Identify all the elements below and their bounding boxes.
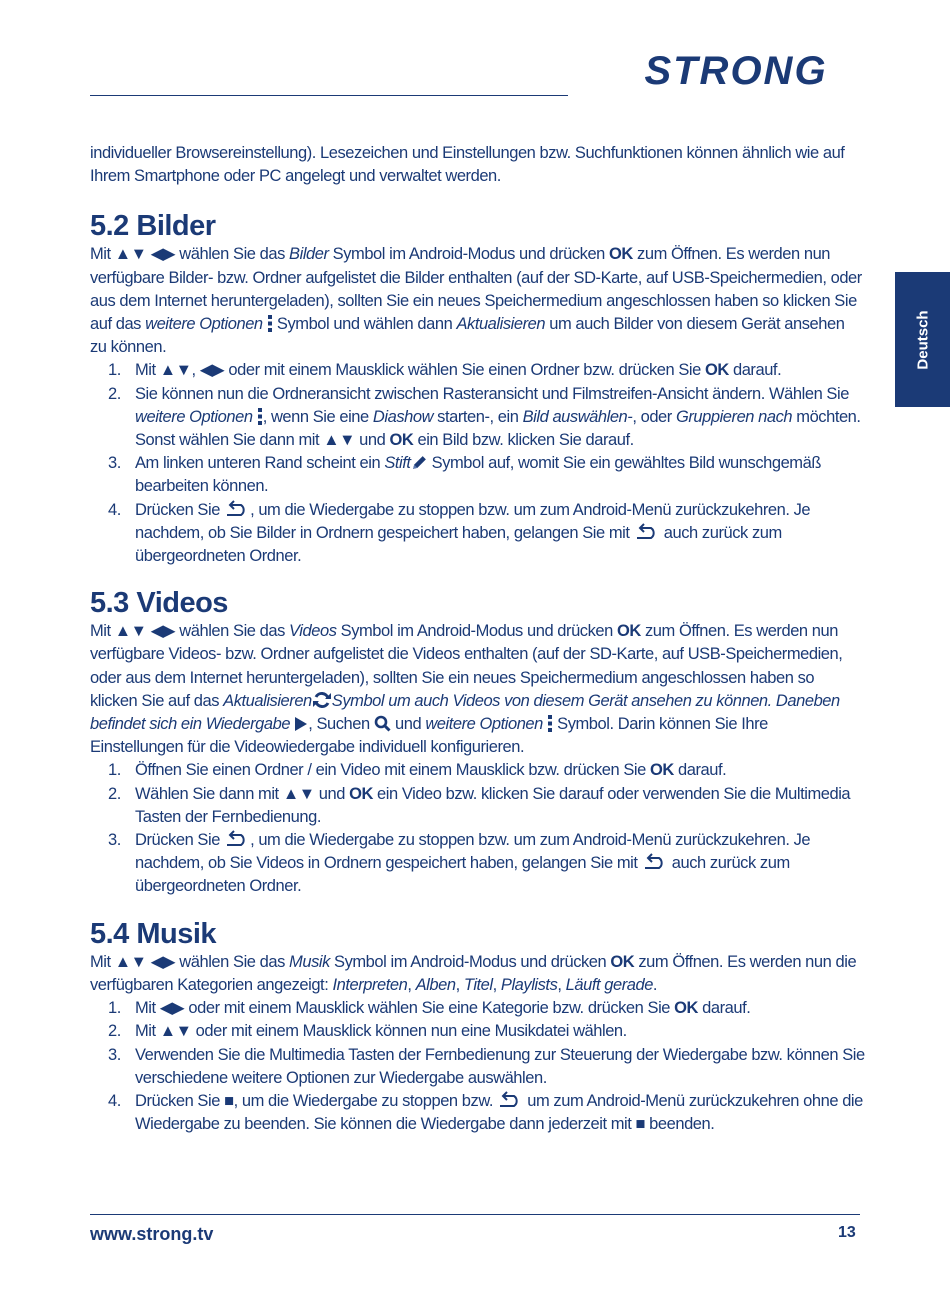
- videos-steps: [90, 759, 865, 898]
- refresh-icon: [312, 691, 332, 709]
- navigation-arrows-icon: ▲▼: [323, 431, 356, 450]
- back-icon: [642, 853, 668, 871]
- navigation-arrows-icon: ▲▼ ◀▶: [114, 245, 176, 264]
- page-number: 13: [838, 1224, 856, 1241]
- back-icon: [497, 1091, 523, 1109]
- svg-text:STRONG: STRONG: [644, 49, 828, 92]
- musik-intro: Mit ▲▼ ◀▶ wählen Sie das Musik Symbol im Android-Modus und drücken OK zum Öffnen. Es werden nun die verfügbaren Kategorien angezeigt: Interpreten, Alben, Titel, Playlists, Läuft gerade.: [90, 952, 857, 994]
- list-item: 2. Sie können nun die Ordneransicht zwischen Rasteransicht und Filmstreifen-Ansicht ändern. Wählen Sie weitere Optionen , wenn Sie eine Diashow starten-, ein Bild auswählen-, oder Gruppieren nach möchten. Sonst wählen Sie dann mit ▲▼ und OK ein Bild bzw. klicken Sie darauf.: [108, 384, 861, 450]
- list-item: 3. Verwenden Sie die Multimedia Tasten der Fernbedienung zur Steuerung der Wiedergabe bzw. können Sie verschiedene weitere Optionen zur Wiedergabe auswählen.: [108, 1045, 865, 1087]
- navigation-arrows-icon: ▲▼: [159, 1022, 192, 1041]
- search-icon: [374, 715, 391, 732]
- footer-url: www.strong.tv: [90, 1224, 214, 1244]
- pencil-icon: [411, 454, 428, 471]
- navigation-arrows-icon: ▲▼: [282, 784, 315, 803]
- language-tab-label: Deutsch: [914, 309, 931, 370]
- section-heading-musik: 5.4 Musik: [90, 917, 217, 950]
- footer-rule: [90, 1214, 860, 1215]
- stop-icon: ■: [635, 1115, 646, 1134]
- list-item: 2. Wählen Sie dann mit ▲▼ und OK ein Video bzw. klicken Sie darauf oder verwenden Sie die Multimedia Tasten der Fernbedienung.: [108, 784, 851, 826]
- bilder-intro: Mit ▲▼ ◀▶ wählen Sie das Bilder Symbol im Android-Modus und drücken OK zum Öffnen. Es werden nun verfügbare Bilder- bzw. Ordner aufgelistet die Bilder enthalten (auf der SD-Karte, auf USB-Speichermedien, oder aus dem Internet heruntergeladen), sollten Sie ein neues Speichermedium angeschlossen haben so klicken Sie auf das weitere Optionen Symbol und wählen dann Aktualisieren um auch Bilder von diesem Gerät ansehen zu können.: [90, 245, 862, 357]
- bilder-steps: [90, 359, 865, 568]
- section-heading-videos: 5.3 Videos: [90, 587, 228, 620]
- list-item: 1. Mit ◀▶ oder mit einem Mausklick wählen Sie eine Kategorie bzw. drücken Sie OK darauf.: [108, 999, 751, 1018]
- stop-icon: ■: [224, 1091, 234, 1110]
- language-tab: [895, 272, 950, 407]
- list-item: 3. Am linken unteren Rand scheint ein Stift Symbol auf, womit Sie ein gewähltes Bild wunschgemäß bearbeiten können.: [108, 454, 821, 496]
- navigation-arrows-icon: ▲▼, ◀▶: [159, 361, 225, 380]
- navigation-arrows-icon: ◀▶: [159, 999, 185, 1018]
- videos-intro: Mit ▲▼ ◀▶ wählen Sie das Videos Symbol im Android-Modus und drücken OK zum Öffnen. Es werden nun verfügbare Videos- bzw. Ordner aufgelistet die Videos enthalten (auf der SD-Karte, auf USB-Speichermedien, oder aus dem Internet heruntergeladen), sollten Sie ein neues Speichermedium angeschlossen haben so klicken Sie auf das Aktualisieren Symbol um auch Videos von diesem Gerät ansehen zu können. Daneben befindet sich ein Wiedergabe , Suchen und weitere Optionen Symbol. Darin können Sie Ihre Einstellungen für die Videowiedergabe individuell konfigurieren.: [90, 622, 843, 757]
- back-icon: [224, 830, 250, 848]
- intro-continued: individueller Browsereinstellung). Lesezeichen und Einstellungen bzw. Suchfunktionen können ähnlich wie auf Ihrem Smartphone oder PC angelegt und verwaltet werden.: [90, 144, 845, 186]
- list-item: 1. Mit ▲▼, ◀▶ oder mit einem Mausklick wählen Sie einen Ordner bzw. drücken Sie OK darauf.: [108, 361, 782, 380]
- list-item: 2. Mit ▲▼ oder mit einem Mausklick können nun eine Musikdatei wählen.: [108, 1022, 627, 1041]
- page-content: [90, 142, 865, 1136]
- header-rule: [90, 95, 568, 96]
- list-item: 4. Drücken Sie ■, um die Wiedergabe zu stoppen bzw. um zum Android-Menü zurückzukehren ohne die Wiedergabe zu beenden. Sie können die Wiedergabe dann jederzeit mit ■ beenden.: [108, 1091, 863, 1134]
- back-icon: [224, 500, 250, 518]
- list-item: 4. Drücken Sie , um die Wiedergabe zu stoppen bzw. um zum Android-Menü zurückzukehren. Je nachdem, ob Sie Bilder in Ordnern gespeichert haben, gelangen Sie mit auch zurück zum übergeordneten Ordner.: [108, 500, 811, 566]
- navigation-arrows-icon: ▲▼ ◀▶: [114, 952, 176, 971]
- strong-logo: [612, 48, 860, 92]
- navigation-arrows-icon: ▲▼ ◀▶: [114, 622, 176, 641]
- play-icon: [294, 716, 308, 732]
- section-heading-bilder: 5.2 Bilder: [90, 210, 216, 243]
- back-icon: [634, 523, 660, 541]
- list-item: 1. Öffnen Sie einen Ordner / ein Video mit einem Mausklick bzw. drücken Sie OK darauf.: [108, 761, 727, 780]
- musik-steps: [90, 997, 865, 1136]
- list-item: 3. Drücken Sie , um die Wiedergabe zu stoppen bzw. um zum Android-Menü zurückzukehren. Je nachdem, ob Sie Videos in Ordnern gespeichert haben, gelangen Sie mit auch zurück zum übergeordneten Ordner.: [108, 831, 811, 896]
